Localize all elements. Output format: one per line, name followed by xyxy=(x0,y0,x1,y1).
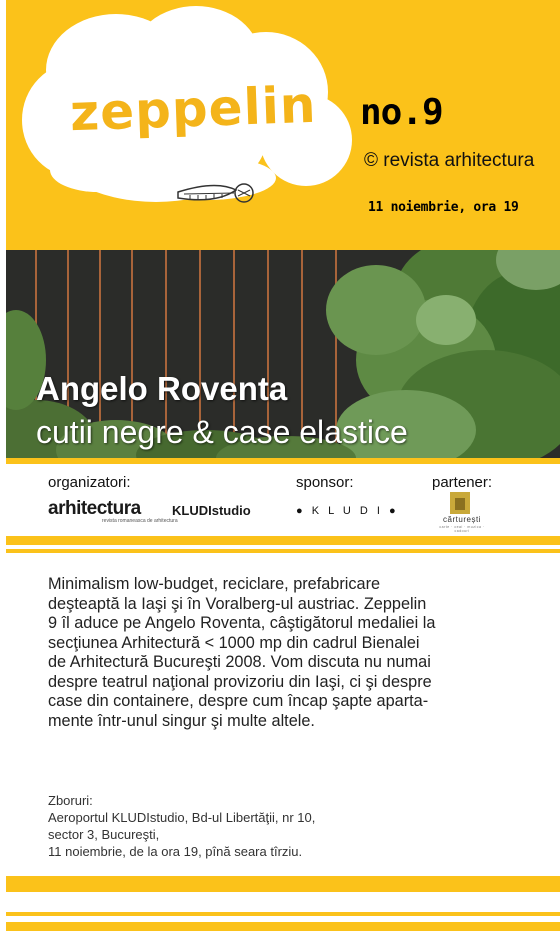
arhitectura-logo xyxy=(46,496,178,526)
kludi-logo: ● K L U D I ● xyxy=(296,505,399,517)
lecture-title: cutii negre & case elastice xyxy=(36,414,408,450)
organizers-label: organizatori: xyxy=(48,474,131,491)
arhitectura-logo-text: arhitectura xyxy=(48,498,141,519)
zeppelin-icon xyxy=(176,178,256,214)
footer-stripe-thin xyxy=(6,912,560,916)
magazine-credit: © revista arhitectura xyxy=(364,150,535,171)
divider-stripe-thin xyxy=(6,549,560,553)
venue-line: Zboruri: xyxy=(48,793,93,808)
partner-label: partener: xyxy=(432,474,493,491)
architect-name: Angelo Roventa xyxy=(36,370,288,407)
arhitectura-logo-tagline: revista romaneasca de arhitectura xyxy=(102,518,178,524)
divider-stripe xyxy=(6,536,560,545)
hero-photo xyxy=(6,250,560,460)
issue-number: no.9 xyxy=(360,92,443,133)
carturesti-logo-text: cărturești xyxy=(443,515,481,524)
venue-line: 11 noiembrie, de la ora 19, pînă seara tîrziu. xyxy=(48,844,303,859)
header-banner xyxy=(6,0,560,250)
sponsor-label: sponsor: xyxy=(296,474,354,491)
description-line: 9 îl aduce pe Angelo Roventa, câştigătorul medaliei la xyxy=(48,614,436,632)
kludistudio-logo: KLUDIstudio xyxy=(172,503,251,518)
carturesti-logo xyxy=(432,492,492,532)
footer-stripe-bottom xyxy=(6,922,560,931)
event-description xyxy=(48,575,548,731)
event-date: 11 noiembrie, ora 19 xyxy=(368,200,519,215)
description-line: deşteaptă la Iaşi şi în Voralberg-ul austriac. Zeppelin xyxy=(48,594,427,613)
zeppelin-logo: zeppelin xyxy=(69,75,318,143)
description-line: secţiunea Arhitectură < 1000 mp din cadrul Bienalei xyxy=(48,633,420,652)
venue-line: sector 3, Bucureşti, xyxy=(48,827,160,842)
carturesti-box-icon xyxy=(450,492,470,514)
description-line: Minimalism low-budget, reciclare, prefabricare xyxy=(48,575,381,593)
description-line: mente într-unul singur şi multe altele. xyxy=(48,711,315,730)
footer-stripe xyxy=(6,876,560,892)
description-line: case din containere, despre cum încap şapte aparta- xyxy=(48,692,429,710)
venue-line: Aeroportul KLUDIstudio, Bd-ul Libertăţii, nr 10, xyxy=(48,810,316,825)
description-line: de Arhitectură Bucureşti 2008. Vom discuta nu numai xyxy=(48,653,431,671)
description-line: despre teatrul naţional provizoriu din Iaşi, ci şi despre xyxy=(48,672,432,691)
carturesti-logo-tagline: carte · ceai · muzica · cadouri xyxy=(439,525,485,533)
hero-bottom-border xyxy=(6,458,560,464)
venue-details xyxy=(48,792,548,860)
